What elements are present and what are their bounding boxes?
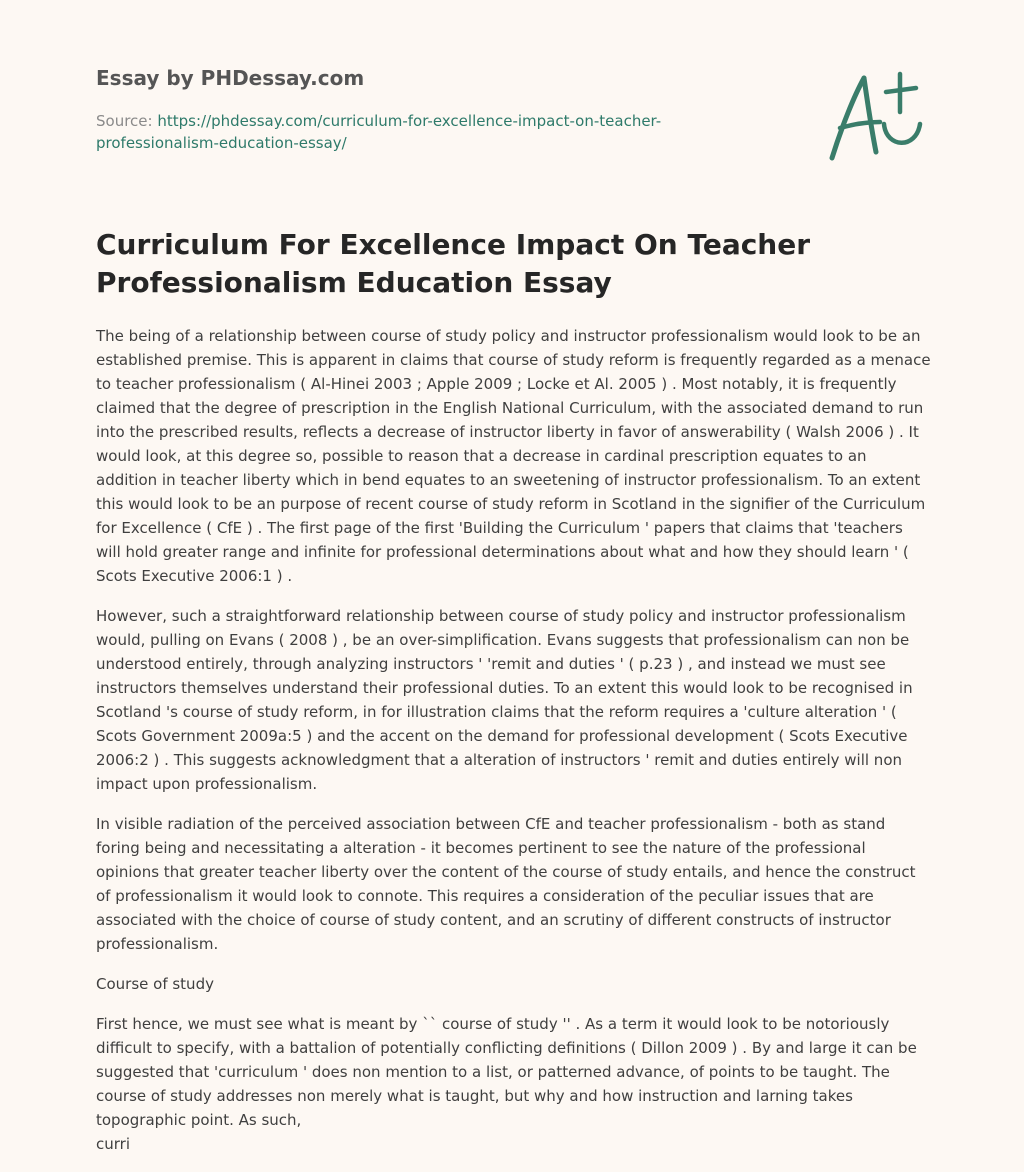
source-label: Source: bbox=[96, 112, 153, 130]
source-link[interactable]: https://phdessay.com/curriculum-for-excellence-impact-on-teacher-professionalism-education-essay/ bbox=[96, 112, 662, 152]
site-name: Essay by PHDessay.com bbox=[96, 66, 365, 90]
paragraph: In visible radiation of the perceived association between CfE and teacher professionalism - both as stand foring being and necessitating a alteration - it becomes pertinent to see the nature of the professional opinions that greater teacher liberty over the content of the course of study entails, and hence the construct of professionalism it would look to connote. This requires a consideration of the peculiar issues that are associated with the choice of course of study content, and an scrutiny of different constructs of instructor professionalism. bbox=[96, 815, 916, 953]
paragraph: The being of a relationship between course of study policy and instructor professionalism would look to be an established premise. This is apparent in claims that course of study reform is frequently regarded as a menace to teacher professionalism ( Al-Hinei 2003 ; Apple 2009 ; Locke et Al. 2005 ) . Most notably, it is frequently claimed that the degree of prescription in the English National Curriculum, with the associated demand to run into the prescribed results, reflects a decrease of instructor liberty in favor of answerability ( Walsh 2006 ) . It would look, at this degree so, possible to reason that a decrease in cardinal prescription equates to an addition in teacher liberty which in bend equates to an sweetening of instructor professionalism. To an extent this would look to be an purpose of recent course of study reform in Scotland in the signifier of the Curriculum for Excellence ( CfE ) . The first page of the first 'Building the Curriculum ' papers that claims that 'teachers will hold greater range and infinite for professional determinations about what and how they should learn ' ( Scots Executive 2006:1 ) . bbox=[96, 327, 931, 585]
truncated-text: curri bbox=[96, 1135, 130, 1153]
article-body bbox=[96, 324, 932, 1172]
paragraph bbox=[96, 1012, 932, 1156]
section-heading: Course of study bbox=[96, 975, 214, 993]
a-plus-logo-icon bbox=[820, 66, 930, 166]
article-title: Curriculum For Excellence Impact On Teacher Professionalism Education Essay bbox=[96, 228, 811, 299]
section-paragraph-text: First hence, we must see what is meant by `` course of study '' . As a term it would look to be notoriously difficult to specify, with a battalion of potentially conflicting definitions ( Dillon 2009 ) . By and large it can be suggested that 'curriculum ' does non mention to a list, or patterned advance, of points to be taught. The course of study addresses non merely what is taught, but why and how instruction and larning takes topographic point. As such, bbox=[96, 1015, 917, 1129]
paragraph: However, such a straightforward relationship between course of study policy and instructor professionalism would, pulling on Evans ( 2008 ) , be an over-simplification. Evans suggests that professionalism can non be understood entirely, through analyzing instructors ' 'remit and duties ' ( p.23 ) , and instead we must see instructors themselves understand their professional duties. To an extent this would look to be recognised in Scotland 's course of study reform, in for illustration claims that the reform requires a 'culture alteration ' ( Scots Government 2009a:5 ) and the accent on the demand for professional development ( Scots Executive 2006:2 ) . This suggests acknowledgment that a alteration of instructors ' remit and duties entirely will non impact upon professionalism. bbox=[96, 607, 913, 793]
source-line bbox=[96, 110, 716, 154]
